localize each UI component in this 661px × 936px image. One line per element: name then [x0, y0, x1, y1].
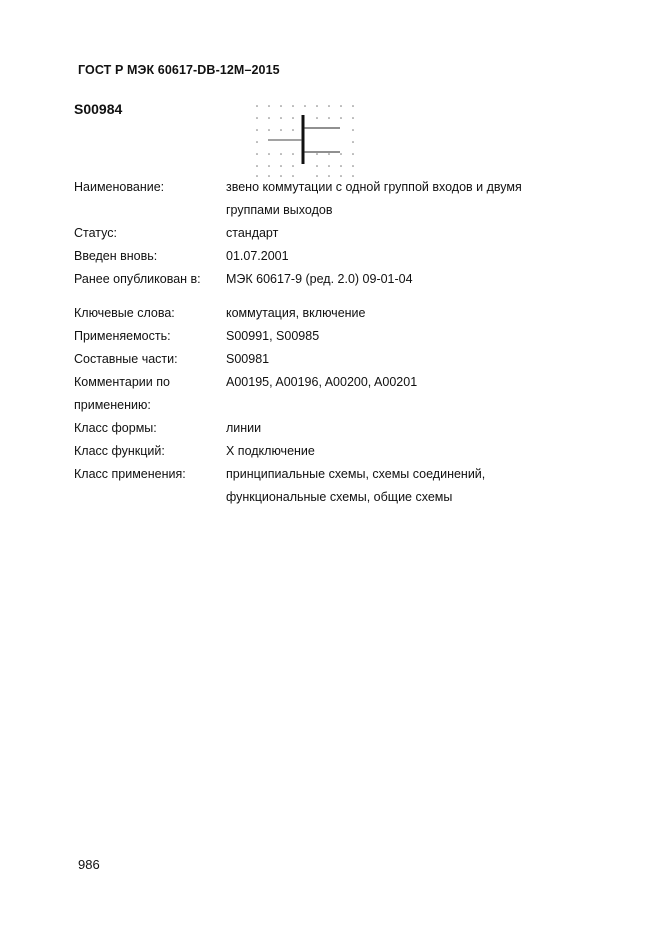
- row-value: [226, 417, 261, 440]
- row-value-line: 01.07.2001: [226, 249, 289, 263]
- symbol-code: S00984: [74, 101, 123, 117]
- page-number: 986: [78, 857, 100, 872]
- row-value: [226, 463, 485, 509]
- row-value-line: коммутация, включение: [226, 306, 366, 320]
- row-value-line: S00991, S00985: [226, 329, 320, 343]
- row-value-line: Х подключение: [226, 444, 315, 458]
- row-label: Введен вновь:: [74, 249, 158, 263]
- row-value-line: МЭК 60617-9 (ред. 2.0) 09-01-04: [226, 272, 413, 286]
- row-label: Ранее опубликован в:: [74, 272, 201, 286]
- row-label: Составные части:: [74, 352, 178, 366]
- row-label: [74, 371, 170, 417]
- row-label: Наименование:: [74, 180, 165, 194]
- row-label: Класс функций:: [74, 444, 165, 458]
- row-value-line: линии: [226, 421, 262, 435]
- row-value: [226, 348, 269, 371]
- row-value-line: стандарт: [226, 226, 279, 240]
- row-label: Класс формы:: [74, 421, 157, 435]
- row-label: Статус:: [74, 226, 117, 240]
- row-label: Ключевые слова:: [74, 306, 175, 320]
- row-value-line: функциональные схемы, общие схемы: [226, 490, 453, 504]
- row-value-line: S00981: [226, 352, 270, 366]
- row-value: [226, 440, 315, 463]
- row-value-line: A00195, A00196, A00200, A00201: [226, 375, 418, 389]
- row-value: [226, 222, 278, 245]
- row-label-line: Комментарии по: [74, 375, 170, 389]
- row-value: [226, 302, 365, 325]
- row-value-line: звено коммутации с одной группой входов и двумя: [226, 180, 522, 194]
- row-label-line: применению:: [74, 398, 151, 412]
- row-value: [226, 245, 289, 268]
- row-value-line: группами выходов: [226, 203, 333, 217]
- switching-link-symbol-icon: [250, 100, 362, 180]
- row-label: Класс применения:: [74, 467, 186, 481]
- row-value: [226, 325, 319, 348]
- row-value: [226, 371, 417, 394]
- row-value-line: принципиальные схемы, схемы соединений,: [226, 467, 486, 481]
- document-header: ГОСТ Р МЭК 60617-DB-12M–2015: [78, 63, 280, 77]
- row-value: [226, 176, 522, 222]
- row-value: [226, 268, 413, 291]
- row-label: Применяемость:: [74, 329, 171, 343]
